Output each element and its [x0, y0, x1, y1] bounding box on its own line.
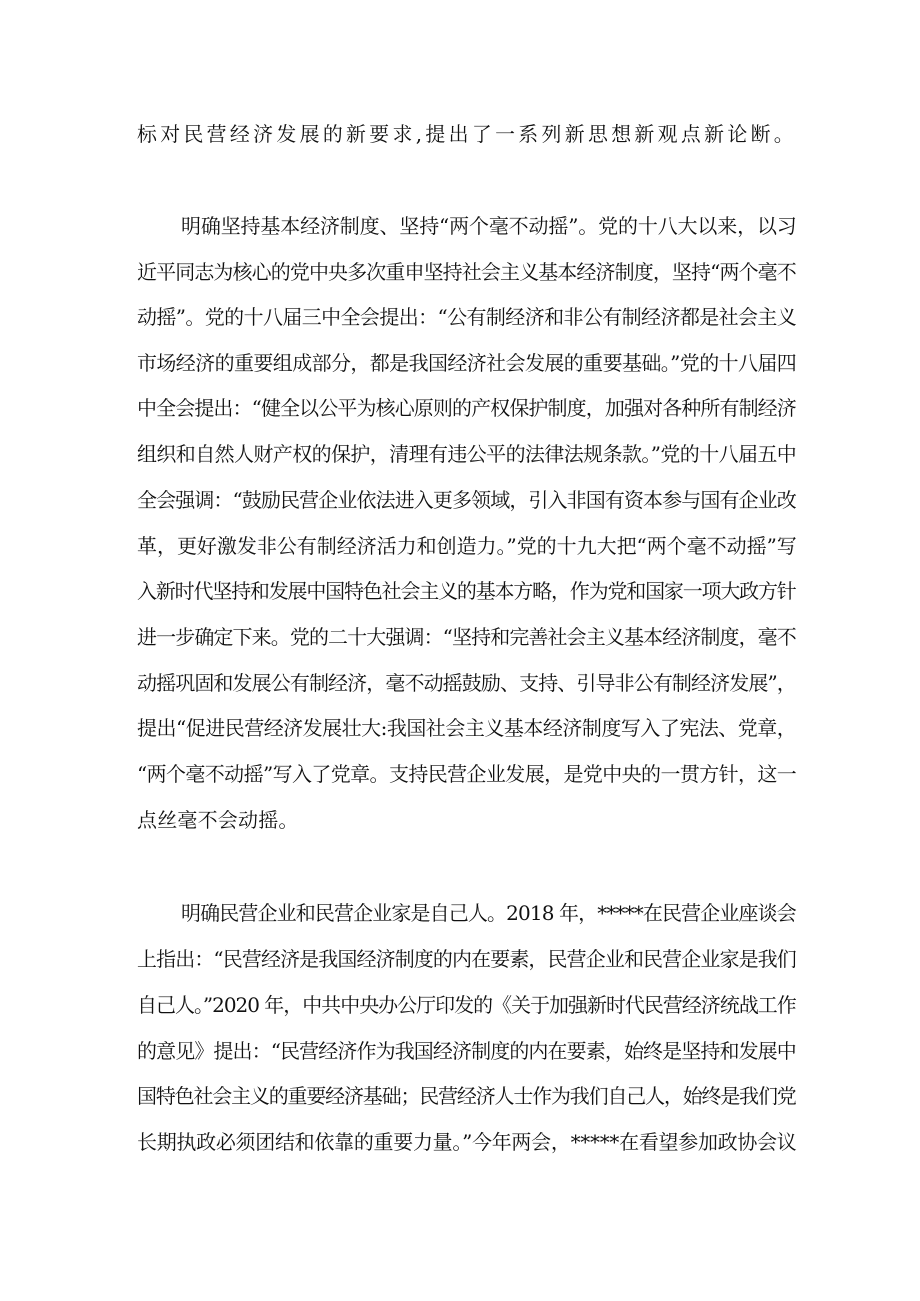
text-line: 市场经济的重要组成部分，都是我国经济社会发展的重要基础。”党的十八届四: [137, 351, 797, 375]
text-line: 动摇巩固和发展公有制经济，毫不动摇鼓励、支持、引导非公有制经济发展”，: [137, 671, 796, 695]
text-line: 上指出：“民营经济是我国经济制度的内在要素，民营企业和民营企业家是我们: [137, 947, 796, 971]
text-line: 全会强调：“鼓励民营企业依法进入更多领域，引入非国有资本参与国有企业改: [137, 488, 796, 512]
text-line: 国特色社会主义的重要经济基础；民营经济人士作为我们自己人，始终是我们党: [137, 1084, 796, 1108]
text-line: 长期执政必须团结和依靠的重要力量。”今年两会，*****在看望参加政协会议: [137, 1130, 797, 1154]
text-line: 明确坚持基本经济制度、坚持“两个毫不动摇”。党的十八大以来，以习: [181, 214, 797, 238]
text-line: 点丝毫不会动摇。: [137, 808, 299, 832]
text-line: 革，更好激发非公有制经济活力和创造力。”党的十九大把“两个毫不动摇”写: [137, 534, 797, 558]
text-line: 明确民营企业和民营企业家是自己人。2018 年，*****在民营企业座谈会: [181, 901, 796, 925]
text-line: 的意见》提出：“民营经济作为我国经济制度的内在要素，始终是坚持和发展中: [137, 1039, 796, 1063]
text-line: 进一步确定下来。党的二十大强调：“坚持和完善社会主义基本经济制度，毫不: [137, 625, 796, 649]
text-line: “两个毫不动摇”写入了党章。支持民营企业发展，是党中央的一贯方针，这一: [137, 762, 797, 786]
text-line: 标对民营经济发展的新要求,提出了一系列新思想新观点新论断。: [137, 123, 798, 146]
text-line: 入新时代坚持和发展中国特色社会主义的基本方略，作为党和国家一项大政方针: [137, 579, 796, 603]
text-line: 近平同志为核心的党中央多次重申坚持社会主义基本经济制度，坚持“两个毫不: [137, 260, 796, 284]
text-line: 提出“促进民营经济发展壮大:我国社会主义基本经济制度写入了宪法、党章，: [137, 716, 797, 740]
text-line: 自己人。”2020 年，中共中央办公厅印发的《关于加强新时代民营经济统战工作: [137, 993, 796, 1017]
text-line: 动摇”。党的十八届三中全会提出：“公有制经济和非公有制经济都是社会主义: [137, 305, 797, 329]
text-line: 中全会提出：“健全以公平为核心原则的产权保护制度，加强对各种所有制经济: [137, 396, 796, 420]
text-line: 组织和自然人财产权的保护，清理有违公平的法律法规条款。”党的十八届五中: [137, 442, 797, 466]
